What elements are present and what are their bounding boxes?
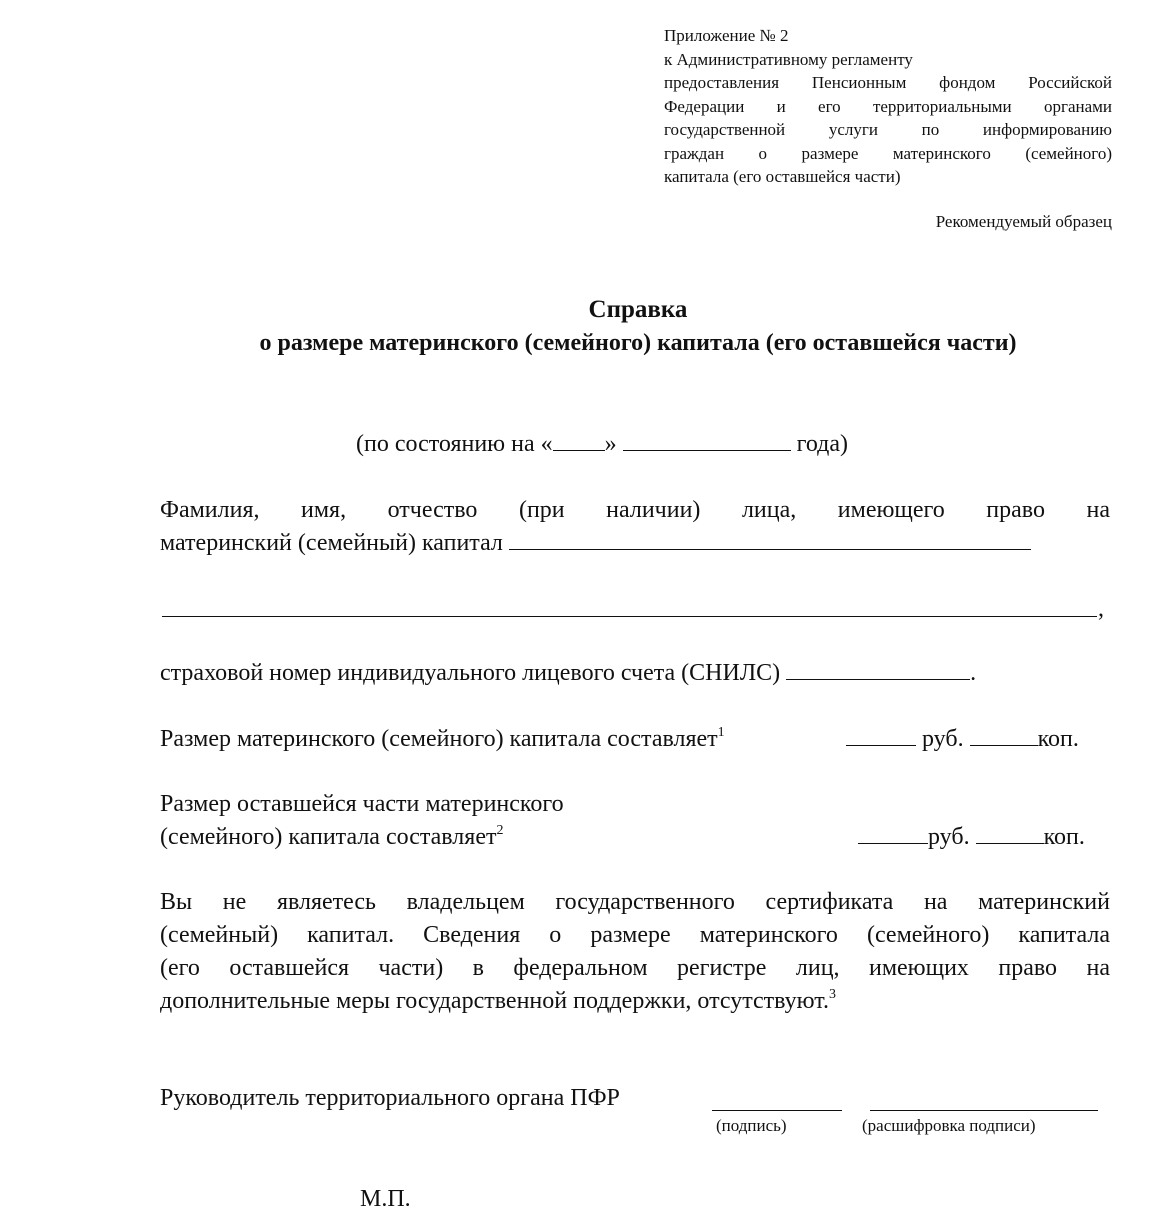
- appendix-line-3: предоставления Пенсионным фондом Российской: [664, 73, 1112, 92]
- signature-decode-blank-field[interactable]: [870, 1092, 1098, 1111]
- capital-row: [160, 723, 725, 756]
- fio-label-row-2: [160, 527, 1110, 560]
- recommended-sample-label: Рекомендуемый образец: [935, 212, 1112, 231]
- fio-label-row-2-text: материнский (семейный) капитал: [160, 530, 503, 556]
- remaining-amount: [858, 821, 1085, 854]
- day-blank-field[interactable]: [553, 430, 605, 451]
- notice-paragraph: [160, 886, 1110, 1018]
- as-of-mid: »: [604, 431, 617, 457]
- snils-row: [160, 657, 976, 690]
- as-of-date-row: [356, 428, 848, 461]
- signature-caption: (подпись): [716, 1116, 787, 1135]
- snils-blank-field[interactable]: [786, 659, 970, 680]
- appendix-line-5: государственной услуги по информированию: [664, 120, 1112, 139]
- appendix-line-2: к Административному регламенту: [664, 49, 913, 69]
- remaining-footnote: 2: [496, 823, 504, 838]
- capital-rub-blank-field[interactable]: [846, 725, 916, 746]
- capital-label: Размер материнского (семейного) капитала составляет: [160, 726, 718, 752]
- appendix-line-1: Приложение № 2: [664, 26, 789, 45]
- notice-line-1: Вы не являетесь владельцем государственного сертификата на материнский: [160, 889, 1110, 915]
- head-of-office-label: Руководитель территориального органа ПФР: [160, 1085, 620, 1111]
- signature-blank-field[interactable]: [712, 1092, 842, 1111]
- fio-blank-field[interactable]: [509, 529, 1031, 550]
- capital-amount: [846, 723, 1079, 756]
- appendix-line-6: граждан о размере материнского (семейного): [664, 143, 1112, 163]
- notice-footnote: 3: [828, 987, 836, 1002]
- appendix-header: [664, 24, 1112, 189]
- remaining-rub-blank-field[interactable]: [858, 823, 928, 844]
- document-title: [55, 296, 1166, 324]
- notice-line-2: (семейный) капитал. Сведения о размере материнского (семейного) капитала: [160, 922, 1110, 948]
- appendix-line-4: Федерации и его территориальными органами: [664, 96, 1112, 116]
- notice-line-4: дополнительные меры государственной поддержки, отсутствуют.: [160, 988, 829, 1014]
- capital-rub-label: руб.: [922, 726, 964, 752]
- month-year-blank-field[interactable]: [623, 430, 791, 451]
- snils-label: страховой номер индивидуального лицевого счета (СНИЛС): [160, 660, 781, 686]
- remaining-kop-label: коп.: [1043, 824, 1085, 850]
- capital-footnote: 1: [717, 725, 725, 740]
- fio-comma: ,: [1098, 596, 1104, 622]
- remaining-kop-blank-field[interactable]: [976, 823, 1044, 844]
- document-title-sub: о размере материнского (семейного) капитала (его оставшейся части): [259, 330, 1017, 356]
- appendix-line-7: капитала (его оставшейся части): [664, 167, 901, 186]
- remaining-label-line-2: (семейного) капитала составляет: [160, 824, 497, 850]
- document-title-main: Справка: [588, 296, 688, 323]
- notice-line-4-row: [160, 985, 1110, 1018]
- notice-line-3: (его оставшейся части) в федеральном регистре лиц, имеющих право на: [160, 955, 1110, 981]
- fio-paragraph: [160, 494, 1110, 560]
- fio-label-row-1: Фамилия, имя, отчество (при наличии) лица, имеющего право на: [160, 497, 1110, 523]
- stamp-place-label: М.П.: [360, 1186, 411, 1212]
- as-of-suffix: года): [796, 431, 849, 457]
- fio-continuation-blank-field[interactable]: [162, 598, 1097, 617]
- capital-kop-blank-field[interactable]: [970, 725, 1038, 746]
- remaining-row: [160, 821, 503, 854]
- remaining-rub-label: руб.: [928, 824, 970, 850]
- as-of-prefix: (по состоянию на «: [356, 431, 553, 457]
- signature-decode-caption: (расшифровка подписи): [862, 1116, 1036, 1135]
- document-subtitle: [55, 330, 1166, 357]
- capital-kop-label: коп.: [1037, 726, 1079, 752]
- remaining-label-line-1: Размер оставшейся части материнского: [160, 791, 564, 817]
- snils-end: .: [970, 660, 977, 686]
